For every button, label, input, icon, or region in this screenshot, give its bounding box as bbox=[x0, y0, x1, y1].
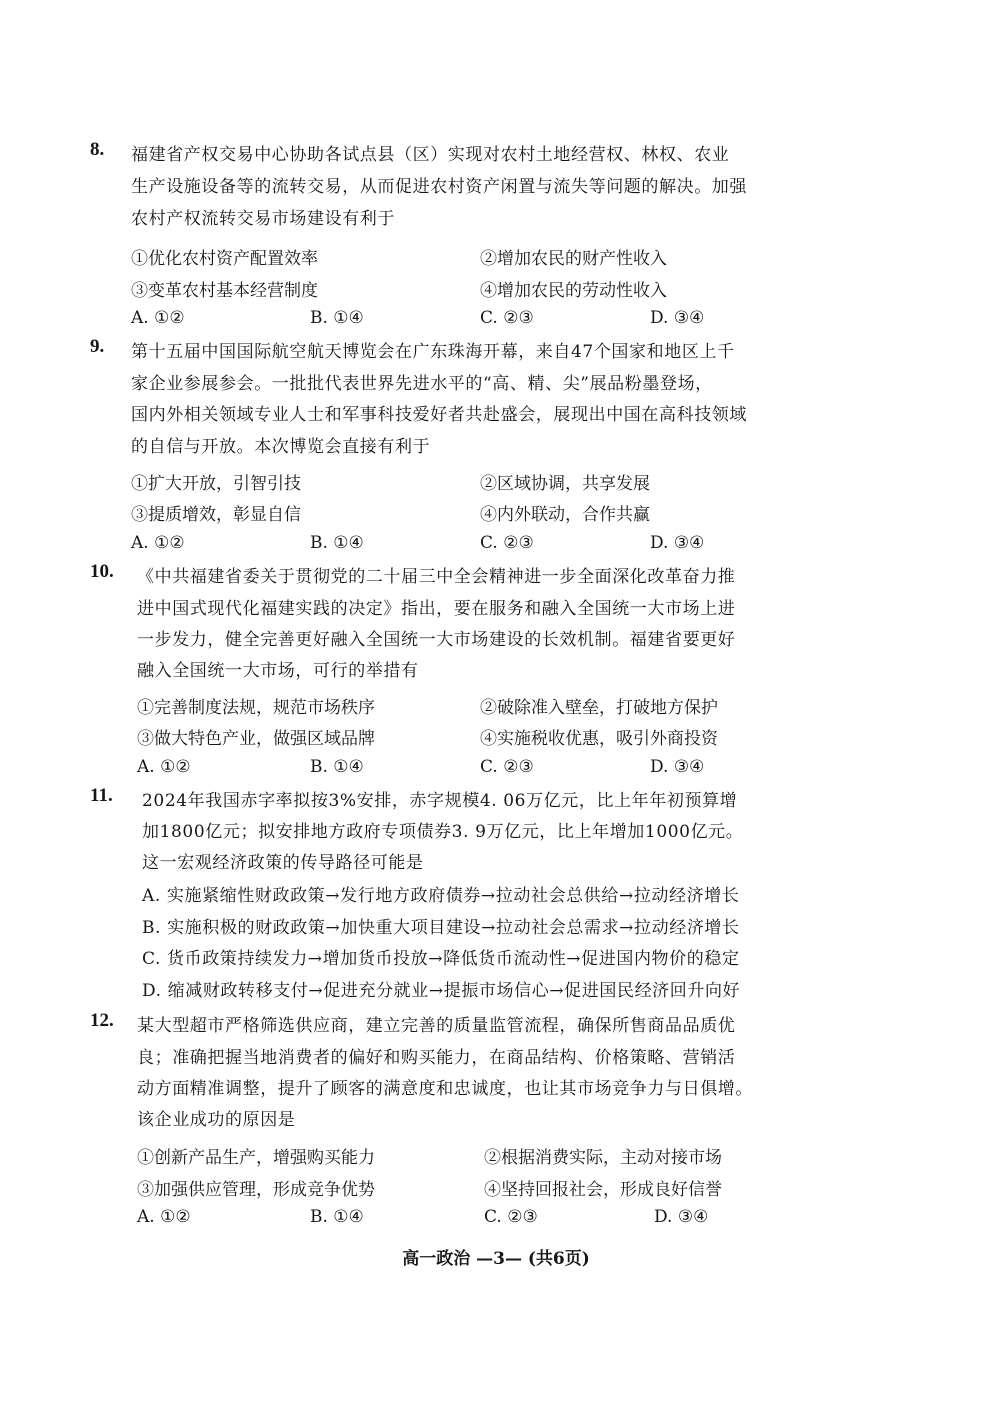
statement-item: ③提质增效，彰显自信 bbox=[131, 505, 301, 525]
statement-item: ③变革农村基本经营制度 bbox=[131, 281, 318, 301]
statement-item: ④增加农民的劳动性收入 bbox=[480, 281, 667, 301]
question-stem-line: 该企业成功的原因是 bbox=[137, 1110, 296, 1130]
question-stem-line: 进中国式现代化福建实践的决定》指出，要在服务和融入全国统一大市场上进 bbox=[137, 599, 736, 619]
question-stem-line: 国内外相关领域专业人士和军事科技爱好者共赴盛会，展现出中国在高科技领域 bbox=[131, 405, 747, 425]
answer-choice: C. ②③ bbox=[480, 533, 534, 553]
question-stem-line: 《中共福建省委关于贯彻党的二十届三中全会精神进一步全面深化改革奋力推 bbox=[137, 567, 736, 587]
answer-option: A. 实施紧缩性财政政策→发行地方政府债券→拉动社会总供给→拉动经济增长 bbox=[142, 886, 740, 906]
question-stem-line: 动方面精准调整，提升了顾客的满意度和忠诚度，也让其市场竞争力与日俱增。 bbox=[137, 1079, 753, 1099]
answer-option: D. 缩减财政转移支付→促进充分就业→提振市场信心→促进国民经济回升向好 bbox=[142, 981, 741, 1001]
answer-choice: B. ①④ bbox=[310, 757, 364, 777]
question-stem-line: 的自信与开放。本次博览会直接有利于 bbox=[131, 437, 431, 457]
question-number: 10. bbox=[90, 561, 114, 582]
statement-item: ④实施税收优惠，吸引外商投资 bbox=[480, 729, 718, 749]
answer-option: C. 货币政策持续发力→增加货币投放→降低货币流动性→促进国内物价的稳定 bbox=[142, 949, 740, 969]
statement-item: ③加强供应管理，形成竞争优势 bbox=[137, 1180, 375, 1200]
question-stem-line: 农村产权流转交易市场建设有利于 bbox=[131, 209, 395, 229]
question-stem-line: 融入全国统一大市场，可行的举措有 bbox=[137, 661, 419, 681]
question-number: 12. bbox=[90, 1010, 114, 1031]
statement-item: ②根据消费实际，主动对接市场 bbox=[484, 1148, 722, 1168]
answer-choice: C. ②③ bbox=[480, 308, 534, 328]
answer-choice: B. ①④ bbox=[310, 1207, 364, 1227]
question-stem-line: 这一宏观经济政策的传导路径可能是 bbox=[142, 853, 424, 873]
statement-item: ②破除准入壁垒，打破地方保护 bbox=[480, 698, 718, 718]
statement-item: ①优化农村资产配置效率 bbox=[131, 249, 318, 269]
question-stem-line: 2024年我国赤字率拟按3%安排，赤字规模4. 06万亿元，比上年年初预算增 bbox=[142, 791, 738, 811]
answer-option: B. 实施积极的财政政策→加快重大项目建设→拉动社会总需求→拉动经济增长 bbox=[142, 918, 740, 938]
answer-choice: C. ②③ bbox=[480, 757, 534, 777]
question-stem-line: 某大型超市严格筛选供应商，建立完善的质量监管流程，确保所售商品品质优 bbox=[137, 1016, 736, 1036]
answer-choice: D. ③④ bbox=[650, 533, 705, 553]
statement-item: ①完善制度法规，规范市场秩序 bbox=[137, 698, 375, 718]
statement-item: ③做大特色产业，做强区域品牌 bbox=[137, 729, 375, 749]
answer-choice: D. ③④ bbox=[650, 757, 705, 777]
statement-item: ①扩大开放，引智引技 bbox=[131, 474, 301, 494]
statement-item: ①创新产品生产，增强购买能力 bbox=[137, 1148, 375, 1168]
statement-item: ④坚持回报社会，形成良好信誉 bbox=[484, 1180, 722, 1200]
question-stem-line: 加1800亿元；拟安排地方政府专项债券3. 9万亿元，比上年增加1000亿元。 bbox=[142, 822, 744, 842]
answer-choice: A. ①② bbox=[137, 757, 191, 777]
question-stem-line: 生产设施设备等的流转交易，从而促进农村资产闲置与流失等问题的解决。加强 bbox=[131, 177, 747, 197]
answer-choice: A. ①② bbox=[137, 1207, 191, 1227]
answer-choice: A. ①② bbox=[131, 533, 185, 553]
question-stem-line: 一步发力，健全完善更好融入全国统一大市场建设的长效机制。福建省要更好 bbox=[137, 630, 736, 650]
answer-choice: D. ③④ bbox=[654, 1207, 709, 1227]
question-stem-line: 家企业参展参会。一批批代表世界先进水平的“高、精、尖”展品粉墨登场， bbox=[131, 374, 713, 394]
question-number: 8. bbox=[90, 139, 105, 160]
question-number: 11. bbox=[90, 785, 113, 806]
question-number: 9. bbox=[90, 336, 105, 357]
page-footer: 高一政治 —3— (共6页) bbox=[402, 1249, 590, 1269]
answer-choice: B. ①④ bbox=[310, 308, 364, 328]
answer-choice: C. ②③ bbox=[484, 1207, 538, 1227]
statement-item: ②区域协调，共享发展 bbox=[480, 474, 650, 494]
answer-choice: B. ①④ bbox=[310, 533, 364, 553]
answer-choice: A. ①② bbox=[131, 308, 185, 328]
statement-item: ②增加农民的财产性收入 bbox=[480, 249, 667, 269]
question-stem-line: 第十五届中国国际航空航天博览会在广东珠海开幕，来自47个国家和地区上千 bbox=[131, 342, 735, 362]
question-stem-line: 良；准确把握当地消费者的偏好和购买能力，在商品结构、价格策略、营销活 bbox=[137, 1048, 736, 1068]
answer-choice: D. ③④ bbox=[650, 308, 705, 328]
question-stem-line: 福建省产权交易中心协助各试点县（区）实现对农村土地经营权、林权、农业 bbox=[131, 145, 730, 165]
statement-item: ④内外联动，合作共赢 bbox=[480, 505, 650, 525]
